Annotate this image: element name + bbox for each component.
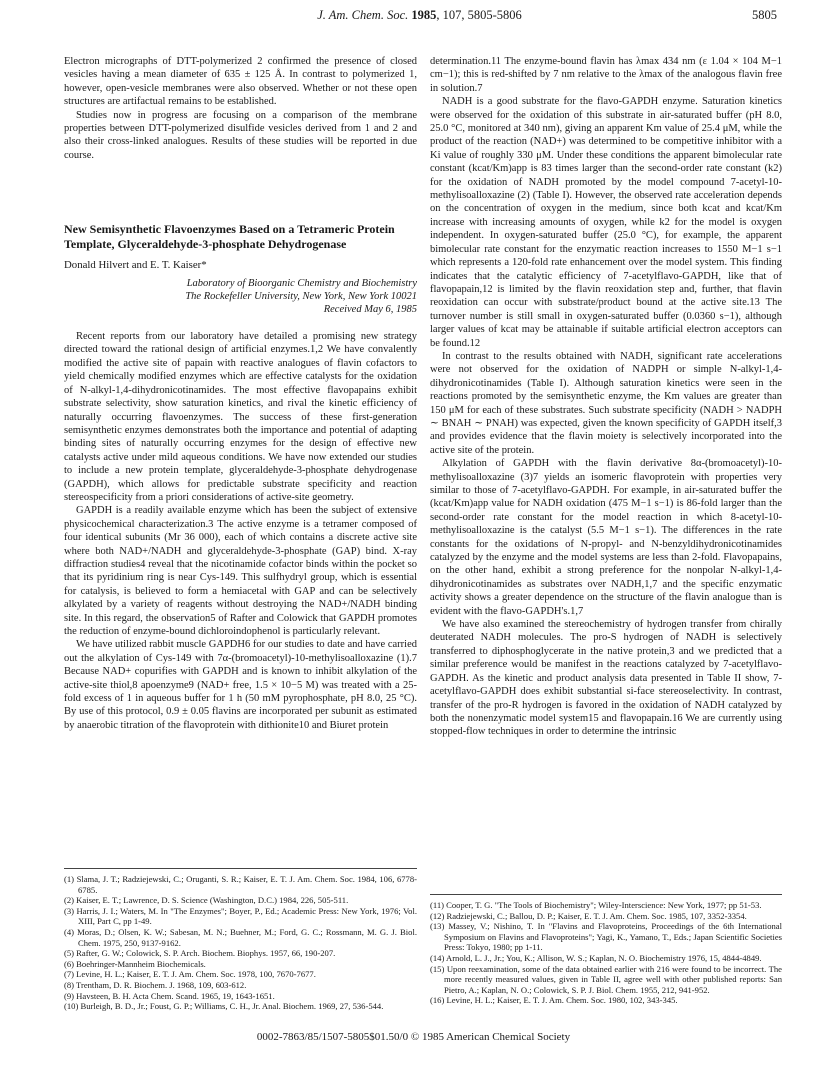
reference-item: (2) Kaiser, E. T.; Lawrence, D. S. Science (Washington, D.C.) 1984, 226, 505-511. bbox=[64, 895, 349, 906]
reference-item: (12) Radziejewski, C.; Ballou, D. P.; Kaiser, E. T. J. Am. Chem. Soc. 1985, 107, 3352-3354. bbox=[430, 910, 747, 921]
reference-item: (15) Upon reexamination, some of the data obtained earlier with 216 were found to be incorrect. The more recently measured values, given in Table II, agree well with other published reports: San Pietro, A.; Kaplan, N. O.; Colowick, S. P. J. Biol. Chem. 1955, 212, 941-952. bbox=[430, 963, 782, 995]
journal-citation bbox=[62, 8, 777, 23]
reference-item: (10) Burleigh, B. D., Jr.; Foust, G. P.; Williams, C. H., Jr. Anal. Biochem. 1969, 27, 536-544. bbox=[64, 1001, 384, 1012]
article-title: New Semisynthetic Flavoenzymes Based on a Tetrameric Protein Template, Glyceraldehyde-3-phosphate Dehydrogenase bbox=[64, 222, 395, 251]
author-affiliation bbox=[64, 277, 417, 303]
page-header bbox=[62, 8, 777, 28]
body-paragraph: NADH is a good substrate for the flavo-GAPDH enzyme. Saturation kinetics were observed for the oxidation of this substrate in air-saturated buffer (pH 8.0, 25.0 °C, monitored at 340 nm), giving an apparent Km value of 25.4 μM, while the product of the reaction (NAD+) was determined to be competitive inhibitor with a Ki value of roughly 330 μM. Under these conditions the apparent bimolecular rate constant (kcat/Km)app is 83 times larger than the second-order rate constant (k2) for the oxidation of NADH promoted by the model compound 7-acetyl-10-methylisoalloxazine (2) (Table I). However, the observed rate acceleration depends on the concentration of oxygen in the medium, since both kcat and kcat/Km increase with increasing amounts of oxygen, while k2 for the model is oxygen independent. In oxygen-saturated buffer (25.0 °C), for example, the apparent bimolecular rate constant for the enzymatic reaction increases to 1550 M−1 s−1 which represents a 120-fold rate enhancement over the model system. This finding indicates that the catalytic efficiency of 7-acetylflavo-GAPDH, like that of flavopapain,12 is limited by the flavin reoxidation step and, further, that flavin reoxidation can occur with substrate/product bound at the active site.13 The turnover number is still small in oxygen-saturated buffer (0.0360 s−1), although larger values of kcat may be attainable if suitable artificial electron acceptors can be found.12 bbox=[430, 96, 782, 349]
article-authors: Donald Hilvert and E. T. Kaiser* bbox=[64, 259, 207, 272]
page-footer: 0002-7863/85/1507-5805$01.50/0 © 1985 American Chemical Society bbox=[256, 1031, 571, 1043]
body-paragraph: determination.11 The enzyme-bound flavin has λmax 434 nm (ε 1.04 × 104 M−1 cm−1); this is red-shifted by 7 nm relative to the λmax of the analogous flavin free in solution.7 bbox=[430, 56, 782, 94]
reference-item: (7) Levine, H. L.; Kaiser, E. T. J. Am. Chem. Soc. 1978, 100, 7670-7677. bbox=[64, 969, 316, 980]
received-date: Received May 6, 1985 bbox=[323, 303, 417, 315]
journal-volume-pages: , 107, 5805-5806 bbox=[436, 8, 522, 22]
body-paragraph: Alkylation of GAPDH with the flavin derivative 8α-(bromoacetyl)-10-methylisoalloxazine (3)7 yields an isomeric flavoprotein with properties very similar to those of 7-acetylflavo-GAPDH. For example, in air-saturated buffer the (kcat/Km)app value for NADH oxidation (475 M−1 s−1) is 86-fold larger than the second-order rate constant for the model reaction in which 8-acetyl-10-methylisoalloxazine is the catalyst (5.5 M−1 s−1). The differences in the rate constants for the oxidations of N-propyl- and N-benzyldihydronicotinamides catalyzed by the enzyme and the model systems are less than 2-fold. Flavopapains, on the other hand, exhibit a strong preference for the nonpolar N-alkyl-1,4-dihydronicotinamides as substrates over NADH,1,7 and the specific enzymatic activity shows a greater dependence on the structure of the flavin analogue than is evident with the flavo-GAPDH's.1,7 bbox=[430, 458, 782, 617]
journal-year: 1985 bbox=[411, 8, 437, 22]
reference-item: (16) Levine, H. L.; Kaiser, E. T. J. Am. Chem. Soc. 1980, 102, 343-345. bbox=[430, 995, 678, 1006]
journal-name: J. Am. Chem. Soc. bbox=[317, 8, 409, 22]
references-left bbox=[64, 868, 417, 1012]
affiliation-line: Laboratory of Bioorganic Chemistry and Biochemistry bbox=[186, 277, 417, 289]
right-column bbox=[430, 55, 782, 739]
reference-item: (4) Moras, D.; Olsen, K. W.; Sabesan, M. N.; Buehner, M.; Ford, G. C.; Rossmann, M. G. J. Biol. Chem. 1975, 250, 9137-9162. bbox=[64, 926, 417, 948]
reference-item: (1) Slama, J. T.; Radziejewski, C.; Oruganti, S. R.; Kaiser, E. T. J. Am. Chem. Soc. 1984, 106, 6778-6785. bbox=[64, 874, 417, 895]
body-paragraph: Electron micrographs of DTT-polymerized 2 confirmed the presence of closed vesicles having a mean diameter of 635 ± 125 Å. In contrast to polymerized 1, however, open-vesicle membranes were also observed. Whether or not these open structures are artifactual remains to be established. bbox=[64, 56, 417, 108]
references-right bbox=[430, 894, 782, 1006]
reference-item: (8) Trentham, D. R. Biochem. J. 1968, 109, 603-612. bbox=[64, 979, 247, 990]
body-paragraph: Recent reports from our laboratory have detailed a promising new strategy directed toward the rational design of artificial enzymes.1,2 We have convalently modified the active site of papain with reactive analogues of flavin cofactors to yield chemically modified enzymes which are effective catalysts for the oxidation of N-alkyl-1,4-dihydronicotinamides. The most effective flavopapains exhibit substrate selectivity, show saturation kinetics, and rival the kinetic efficiency of naturally occurring flavoenzymes. The success of these first-generation semisynthetic enzymes demonstrates both the importance and potential of adapting binding sites of naturally occurring enzymes for the design of effective new catalysts active under mild aqueous conditions. We have now extended our studies to include a new protein template, glyceraldehyde-3-phosphate dehydrogenase (GAPDH), which allows for predictable substrate specificity and reaction stereospecificity from a priori considerations of active-site geometry. bbox=[64, 331, 417, 503]
body-paragraph: Studies now in progress are focusing on a comparison of the membrane properties between DTT-polymerized disulfide vesicles derived from 1 and 2 and also their cross-linked analogues. Results of these studies will be reported in due course. bbox=[64, 109, 417, 161]
page-number: 5805 bbox=[752, 8, 777, 22]
reference-item: (6) Boehringer-Mannheim Biochemicals. bbox=[64, 958, 206, 969]
body-paragraph: We have utilized rabbit muscle GAPDH6 for our studies to date and have carried out the alkylation of Cys-149 with 7α-(bromoacetyl)-10-methylisoalloxazine (1).7 Because NAD+ copurifies with GAPDH and is known to inhibit alkylation of the active-site thiol,8 apoenzyme9 (NAD+ free, 1.5 × 10−5 M) was treated with a 25-fold excess of 1 in aqueous buffer for 1 h (50 mM pyrophosphate, pH 8.0, 25 °C). By use of this protocol, 0.9 ± 0.05 flavins are incorporated per subunit as estimated by anaerobic titration of the flavoprotein with dithionite10 and Biuret protein bbox=[64, 639, 417, 731]
reference-item: (14) Arnold, L. J., Jr.; You, K.; Allison, W. S.; Kaplan, N. O. Biochemistry 1976, 15, 4844-4849. bbox=[430, 952, 762, 963]
affiliation-line: The Rockefeller University, New York, New York 10021 bbox=[185, 290, 417, 302]
reference-item: (11) Cooper, T. G. "The Tools of Biochemistry"; Wiley-Interscience: New York, 1977; pp 51-53. bbox=[430, 900, 762, 910]
body-paragraph: GAPDH is a readily available enzyme which has been the subject of extensive physicochemical characterization.3 The active enzyme is a tetramer composed of four identical subunits (Mr 36 000), each of which contains a discrete active site where both NAD+/NADH and glyceraldehyde-3-phosphate (GAP) bind. X-ray diffraction studies4 reveal that the nicotinamide cofactor binds within the pocket so that its pyridinium ring is near Cys-149. This sulfhydryl group, which is essential for catalysis, is believed to form a hemiacetal with GAP and can be selectively alkylated by a variety of reagents without destroying the NAD+/NADH binding site. In this regard, the observation5 of Rafter and Colowick that GAPDH promotes the reduction of enzyme-bound dichloroindophenol is particularly relevant. bbox=[64, 505, 417, 637]
reference-item: (3) Harris, J. I.; Waters, M. In "The Enzymes"; Boyer, P., Ed.; Academic Press: New York, 1976; Vol. XIII, Part C, pp 1-49. bbox=[64, 905, 417, 927]
left-column bbox=[64, 55, 417, 732]
body-paragraph: We have also examined the stereochemistry of hydrogen transfer from chirally deuterated NADH molecules. The pro-S hydrogen of NADH is selectively transferred to diphosphoglycerate in the native protein,3 and we predicted that a similar preference would be manifest in the reactions catalyzed by 7-acetylflavo-GAPDH. As the kinetic and product analysis data presented in Table II show, 7-acetylflavo-GAPDH does exhibit substantial si-face stereoselectivity. In contrast, transfer of the pro-R hydrogen is favored in the oxidation of NADH catalyzed by both the nonenzymatic model system15 and flavopapain.16 We are currently using stopped-flow techniques in order to determine the intrinsic bbox=[430, 619, 782, 738]
reference-item: (9) Havsteen, B. H. Acta Chem. Scand. 1965, 19, 1643-1651. bbox=[64, 990, 275, 1001]
reference-item: (5) Rafter, G. W.; Colowick, S. P. Arch. Biochem. Biophys. 1957, 66, 190-207. bbox=[64, 948, 336, 959]
body-paragraph: In contrast to the results obtained with NADH, significant rate accelerations were not observed for the oxidation of NADPH or simple N-alkyl-1,4-dihydronicotinamides (Table I). Although saturation kinetics were seen in the reactions promoted by the semisynthetic enzyme, the Km values are greater than 150 μM for each of these substrates. Such substrate specificity (NADH > NADPH ∼ BNAH ∼ PNAH) was expected, given the known specificity of GAPDH itself,3 and provides evidence that the flavin moiety is selectively incorporated into the active site of the protein. bbox=[430, 350, 782, 456]
reference-item: (13) Massey, V.; Nishino, T. In "Flavins and Flavoproteins, Proceedings of the 6th International Symposium on Flavins and Flavoproteins"; Yagi, K., Yamano, T., Eds.; Japan Scientific Societies Press: Tokyo, 1980; pp 1-11. bbox=[430, 921, 782, 953]
